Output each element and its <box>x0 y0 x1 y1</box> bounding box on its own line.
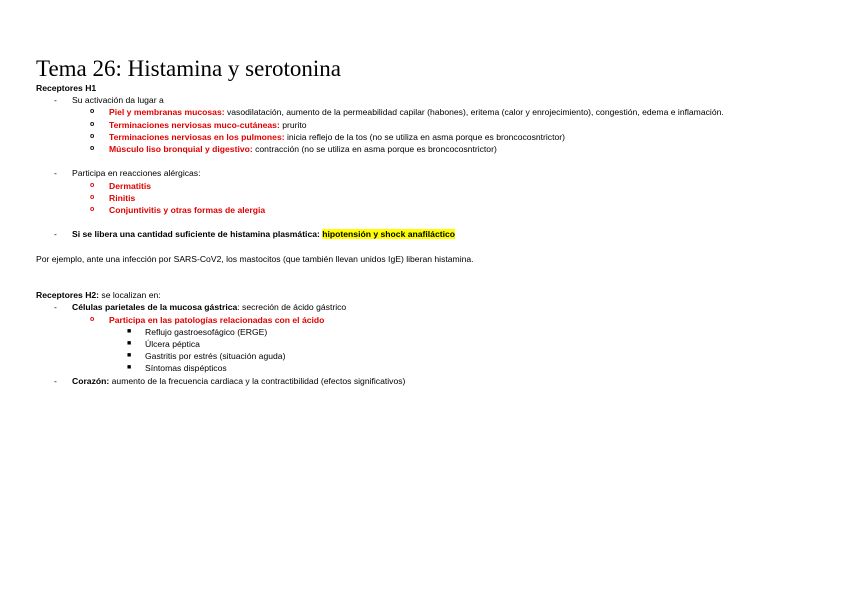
effect-term: Terminaciones nerviosas en los pulmones: <box>109 131 285 142</box>
dash-marker: - <box>54 375 57 386</box>
effect-term: Terminaciones nerviosas muco-cutáneas: <box>109 119 280 130</box>
dash-marker: - <box>54 95 57 106</box>
h1-release-item <box>36 228 826 240</box>
circle-bullet-icon: o <box>90 144 95 152</box>
pathology-label: Reflujo gastroesofágico (ERGE) <box>145 326 268 337</box>
h1-activation-text: Su activación da lugar a <box>72 95 164 106</box>
parietal-desc: : secreción de ácido gástrico <box>237 302 347 313</box>
effect-desc: contracción (no se utiliza en asma porque es broncocosntrictor) <box>252 143 497 154</box>
allergic-label: Dermatitis <box>109 180 152 191</box>
dash-marker: - <box>54 168 57 179</box>
effect-desc: vasodilatación, aumento de la permeabilidad capilar (habones), eritema (calor y enrojecimiento), congestión, edema e inflamación. <box>224 107 724 118</box>
pathology-label: Síntomas dispépticos <box>145 363 227 374</box>
h1-effect-item <box>36 143 826 155</box>
square-bullet-icon: ■ <box>127 339 132 347</box>
h1-effect-item <box>36 131 826 143</box>
heart-term: Corazón: <box>72 375 110 386</box>
h2-heading-rest: se localizan en: <box>99 290 161 301</box>
pathology-label: Gastritis por estrés (situación aguda) <box>145 351 286 362</box>
h2-heading-line <box>36 289 826 301</box>
circle-bullet-icon: o <box>90 181 95 189</box>
example-paragraph: Por ejemplo, ante una infección por SARS-CoV2, los mastocitos (que también llevan unidos IgE) liberan histamina. <box>36 253 474 264</box>
circle-bullet-icon: o <box>90 193 95 201</box>
h1-effect-item <box>36 106 826 118</box>
release-highlight: hipotensión y shock anafiláctico <box>322 229 456 240</box>
h1-activation-item <box>36 94 826 106</box>
effect-desc: inicia reflejo de la tos (no se utiliza en asma porque es broncocosntrictor) <box>284 131 565 142</box>
allergic-list-item <box>36 204 826 216</box>
pathology-item <box>36 338 826 350</box>
document-page <box>36 56 826 387</box>
square-bullet-icon: ■ <box>127 352 132 360</box>
h1-allergic-item <box>36 167 826 179</box>
allergic-list-item <box>36 192 826 204</box>
pathology-item <box>36 362 826 374</box>
effect-term: Piel y membranas mucosas: <box>109 107 225 118</box>
allergic-label: Conjuntivitis y otras formas de alergia <box>109 204 266 215</box>
acid-pathology-text: Participa en las patologías relacionadas con el ácido <box>109 314 325 325</box>
acid-pathology-item <box>36 314 826 326</box>
h2-heart-item <box>36 375 826 387</box>
square-bullet-icon: ■ <box>127 364 132 372</box>
allergic-intro-text: Participa en reacciones alérgicas: <box>72 168 201 179</box>
parietal-term: Células parietales de la mucosa gástrica <box>72 302 238 313</box>
pathology-label: Úlcera péptica <box>145 338 200 349</box>
pathology-item <box>36 350 826 362</box>
release-text: Si se libera una cantidad suficiente de histamina plasmática: <box>72 229 323 240</box>
circle-bullet-icon: o <box>90 132 95 140</box>
circle-bullet-icon: o <box>90 108 95 116</box>
circle-bullet-icon: o <box>90 205 95 213</box>
effect-desc: prurito <box>279 119 307 130</box>
dash-marker: - <box>54 229 57 240</box>
h2-parietal-item <box>36 301 826 313</box>
h1-heading: Receptores H1 <box>36 83 97 93</box>
effect-term: Músculo liso bronquial y digestivo: <box>109 143 253 154</box>
dash-marker: - <box>54 302 57 313</box>
heart-desc: aumento de la frecuencia cardiaca y la contractibilidad (efectos significativos) <box>109 375 406 386</box>
h2-heading: Receptores H2: <box>36 290 100 301</box>
circle-bullet-icon: o <box>90 315 95 323</box>
h1-effect-item <box>36 119 826 131</box>
square-bullet-icon: ■ <box>127 327 132 335</box>
allergic-label: Rinitis <box>109 192 136 203</box>
allergic-list-item <box>36 180 826 192</box>
circle-bullet-icon: o <box>90 120 95 128</box>
page-title: Tema 26: Histamina y serotonina <box>36 56 341 81</box>
pathology-item <box>36 326 826 338</box>
